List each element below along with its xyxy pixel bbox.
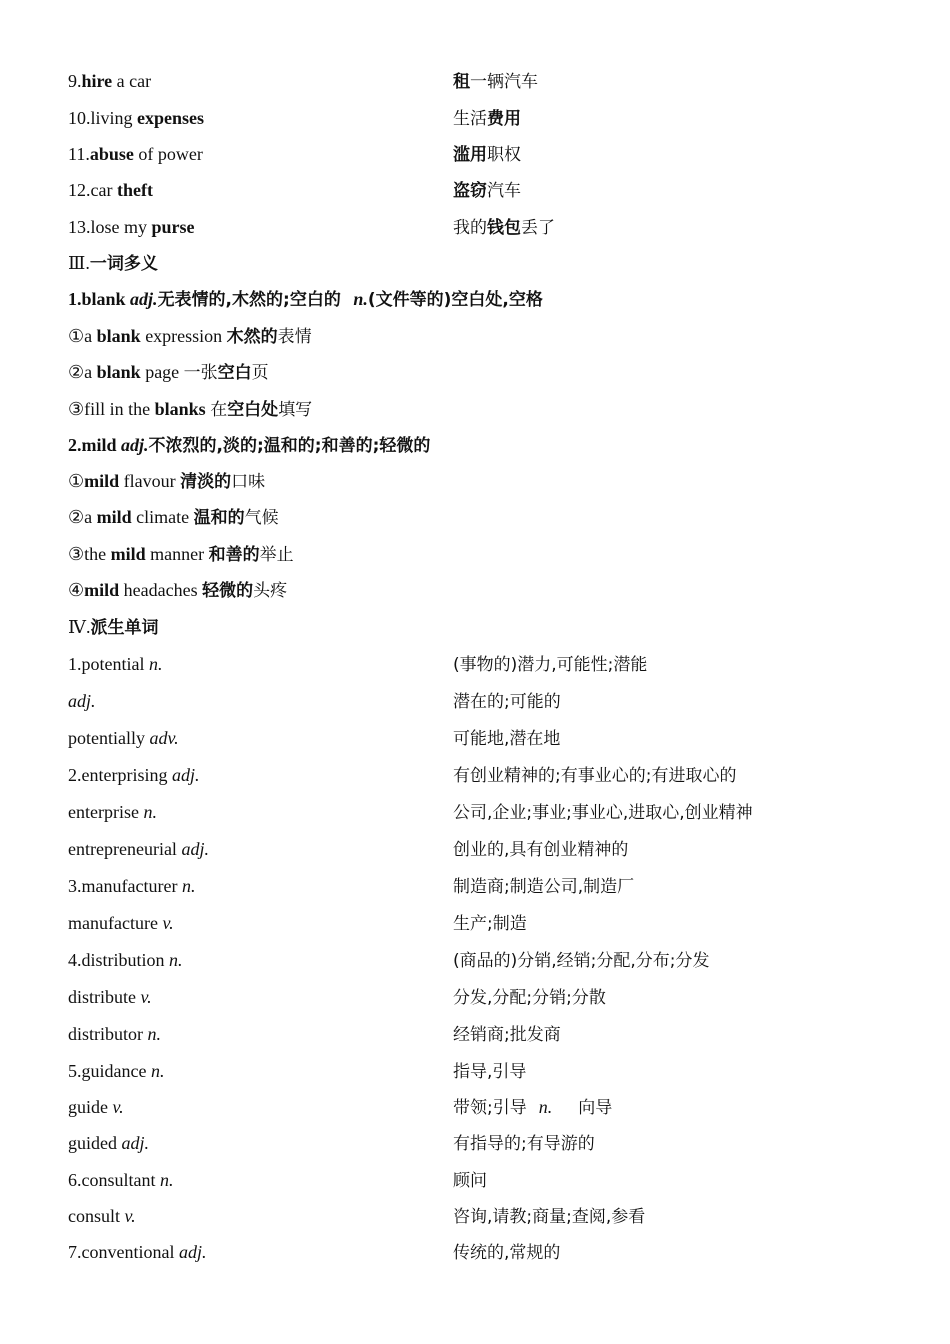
- example-phrase: ②a blank page 一张空白页: [68, 362, 269, 383]
- derivative-en: enterprise n.: [68, 802, 157, 822]
- derivative-zh: 创业的,具有创业精神的: [453, 840, 629, 860]
- derivative-zh: 分发,分配;分销;分散: [453, 988, 606, 1008]
- derivative-zh: 咨询,请教;商量;查阅,参看: [453, 1207, 646, 1227]
- derivative-zh: 传统的,常规的: [453, 1243, 561, 1263]
- derivative-en: guided adj.: [68, 1133, 150, 1153]
- collocation-en: 9.hire a car: [68, 71, 152, 91]
- collocation-zh: 我的钱包丢了: [453, 218, 555, 238]
- derivative-zh: 制造商;制造公司,制造厂: [453, 877, 635, 897]
- derivative-en: 1.potential n.: [68, 654, 163, 674]
- derivative-zh: (商品的)分销,经销;分配,分布;分发: [453, 951, 710, 971]
- derivative-en: potentially adv.: [68, 728, 179, 748]
- derivative-zh: (事物的)潜力,可能性;潜能: [453, 655, 648, 675]
- derivative-zh: 有指导的;有导游的: [453, 1134, 595, 1154]
- word-definition: 2.mild adj.不浓烈的,淡的;温和的;和善的;轻微的: [68, 435, 431, 456]
- derivative-en: 6.consultant n.: [68, 1170, 174, 1190]
- derivative-zh: 带领;引导 n. 向导: [453, 1097, 613, 1118]
- derivative-zh: 公司,企业;事业;事业心,进取心,创业精神: [453, 803, 753, 823]
- word-definition: 1.blank adj.无表情的,木然的;空白的 n.(文件等的)空白处,空格: [68, 289, 543, 310]
- derivative-en: entrepreneurial adj.: [68, 839, 209, 859]
- derivative-en: distributor n.: [68, 1024, 161, 1044]
- derivative-en: guide v.: [68, 1097, 124, 1117]
- derivative-zh: 潜在的;可能的: [453, 692, 561, 712]
- derivative-en: 5.guidance n.: [68, 1061, 165, 1081]
- derivative-zh: 顾问: [453, 1171, 487, 1191]
- collocation-zh: 滥用职权: [453, 145, 521, 165]
- derivative-zh: 可能地,潜在地: [453, 729, 561, 749]
- collocation-en: 12.car theft: [68, 180, 153, 200]
- collocation-en: 10.living expenses: [68, 108, 205, 128]
- derivative-en: manufacture v.: [68, 913, 174, 933]
- section-heading: Ⅳ.派生单词: [68, 617, 159, 638]
- collocation-en: 13.lose my purse: [68, 217, 195, 237]
- example-phrase: ③the mild manner 和善的举止: [68, 544, 294, 565]
- collocation-zh: 盗窃汽车: [453, 181, 521, 201]
- example-phrase: ④mild headaches 轻微的头疼: [68, 580, 288, 601]
- derivative-en: 3.manufacturer n.: [68, 876, 196, 896]
- derivative-en: 4.distribution n.: [68, 950, 183, 970]
- example-phrase: ①a blank expression 木然的表情: [68, 326, 312, 347]
- example-phrase: ③fill in the blanks 在空白处填写: [68, 399, 313, 420]
- example-phrase: ①mild flavour 清淡的口味: [68, 471, 266, 492]
- derivative-en: distribute v.: [68, 987, 152, 1007]
- derivative-en: consult v.: [68, 1206, 136, 1226]
- derivative-zh: 经销商;批发商: [453, 1025, 561, 1045]
- derivative-zh: 指导,引导: [453, 1062, 527, 1082]
- derivative-en: 2.enterprising adj.: [68, 765, 200, 785]
- derivative-en: adj.: [68, 691, 96, 711]
- derivative-en: 7.conventional adj.: [68, 1242, 207, 1262]
- collocation-en: 11.abuse of power: [68, 144, 203, 164]
- derivative-zh: 有创业精神的;有事业心的;有进取心的: [453, 766, 737, 786]
- collocation-zh: 生活费用: [453, 109, 521, 129]
- example-phrase: ②a mild climate 温和的气候: [68, 507, 279, 528]
- collocation-zh: 租一辆汽车: [453, 72, 538, 92]
- section-heading: Ⅲ.一词多义: [68, 253, 158, 274]
- derivative-zh: 生产;制造: [453, 914, 527, 934]
